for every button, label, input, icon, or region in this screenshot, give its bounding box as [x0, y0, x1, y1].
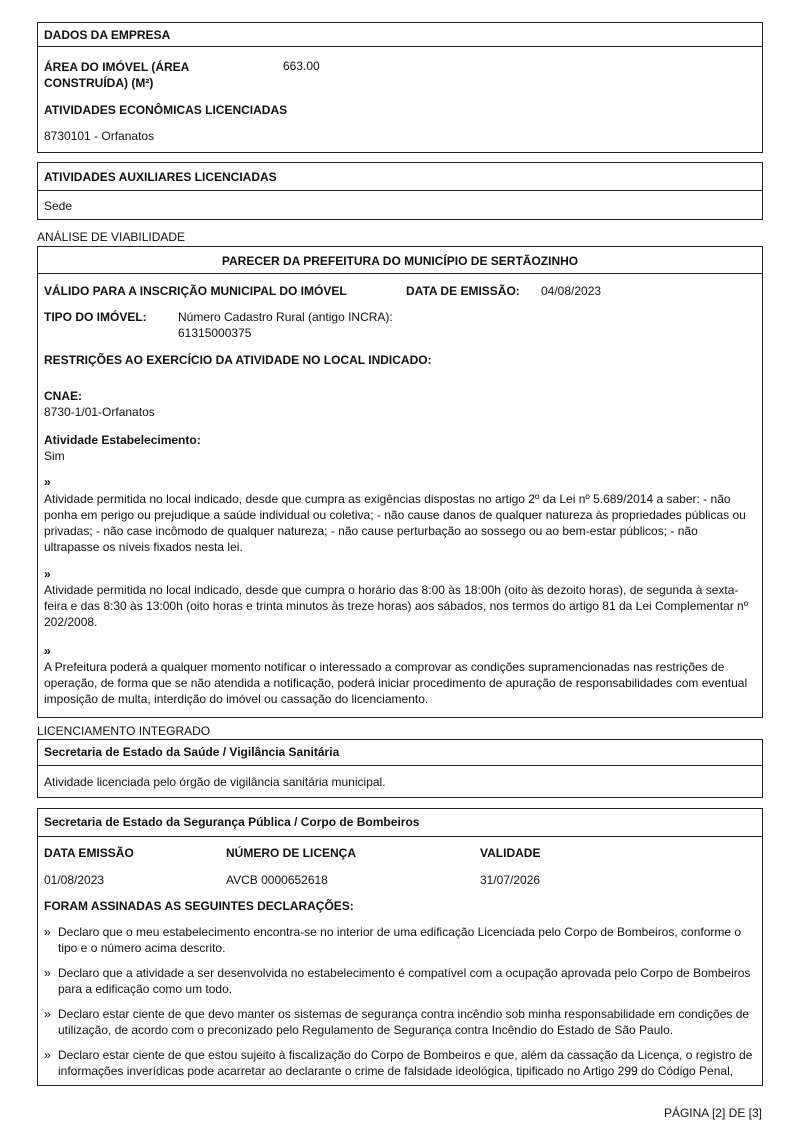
auxiliares-value: Sede	[44, 199, 73, 213]
data-emissao-value: 04/08/2023	[541, 284, 602, 298]
chevron-icon: »	[44, 966, 51, 980]
col-data-emissao: DATA EMISSÃO	[44, 846, 134, 860]
area-value: 663.00	[283, 59, 320, 73]
area-label: ÁREA DO IMÓVEL (ÁREA CONSTRUÍDA) (M²)	[44, 60, 189, 90]
declaracoes-list	[44, 924, 756, 1087]
tipo-value-line1: Número Cadastro Rural (antigo INCRA):	[178, 310, 393, 324]
declaracao-1: Declaro que o meu estabelecimento encontra-se no interior de uma edificação Licenciada pelo Corpo de Bombeiros, conforme o tipo e o número acima descrito.	[58, 925, 742, 955]
paragraph-1: Atividade permitida no local indicado, desde que cumpra as exigências dispostas no artigo 2º da Lei nº 5.689/2014 a saber: - não ponha em perigo ou prejudique a saúde individual ou coletiva; - não cause danos de qualquer natureza às propriedades públicas ou privadas; - não case incômodo de qualquer natureza; - não cause perturbação ao sossego ou ao bem-estar públicos; - não ultrapasse os níveis fixados nesta lei.	[44, 492, 746, 554]
declaracao-2: Declaro que a atividade a ser desenvolvida no estabelecimento é compatível com a ocupação aprovada pelo Corpo de Bombeiros para a edificação como um todo.	[58, 966, 751, 996]
declaracao-3: Declaro estar ciente de que devo manter os sistemas de segurança contra incêndio sob minha responsabilidade em condições de utilização, de acordo com o preconizado pelo Regulamento de Segurança contra Incêndio do Estado de São Paulo.	[58, 1007, 750, 1037]
list-item	[44, 1047, 756, 1079]
list-item	[44, 1006, 756, 1038]
chevron-icon: »	[44, 475, 51, 489]
empresa-header: DADOS DA EMPRESA	[38, 23, 762, 47]
list-item	[44, 924, 756, 956]
estab-label: Atividade Estabelecimento:	[44, 433, 201, 447]
declaracoes-label: FORAM ASSINADAS AS SEGUINTES DECLARAÇÕES:	[44, 899, 354, 913]
list-item	[44, 965, 756, 997]
restricoes-label: RESTRIÇÕES AO EXERCÍCIO DA ATIVIDADE NO LOCAL INDICADO:	[44, 353, 432, 367]
page-number: PÁGINA [2] DE [3]	[663, 1106, 762, 1120]
saude-header: Secretaria de Estado da Saúde / Vigilância Sanitária	[38, 740, 762, 766]
chevron-icon: »	[44, 567, 51, 581]
col-numero-licenca: NÚMERO DE LICENÇA	[226, 846, 357, 860]
saude-value: Atividade licenciada pelo órgão de vigilância sanitária municipal.	[44, 775, 386, 789]
chevron-icon: »	[44, 925, 51, 939]
chevron-icon: »	[44, 644, 51, 658]
chevron-icon: »	[44, 1048, 51, 1062]
estab-value: Sim	[44, 449, 65, 463]
data-emissao-cell: 01/08/2023	[44, 873, 105, 887]
chevron-icon: »	[44, 1007, 51, 1021]
validade-cell: 31/07/2026	[480, 873, 541, 887]
data-emissao-label: DATA DE EMISSÃO:	[406, 284, 520, 298]
declaracao-4: Declaro estar ciente de que estou sujeito à fiscalização do Corpo de Bombeiros e que, além da cassação da Licença, o registro de informações inverídicas pode acarretar ao declarante o crime de falsidade ideológica, tipificado no Artigo 299 do Código Penal,	[58, 1048, 753, 1078]
col-validade: VALIDADE	[480, 846, 541, 860]
numero-licenca-cell: AVCB 0000652618	[226, 873, 328, 887]
atividades-label: ATIVIDADES ECONÔMICAS LICENCIADAS	[44, 103, 288, 117]
valido-label: VÁLIDO PARA A INSCRIÇÃO MUNICIPAL DO IMÓVEL	[44, 284, 347, 298]
parecer-box	[37, 246, 763, 718]
empresa-box	[37, 22, 763, 153]
licenciamento-section-label: LICENCIAMENTO INTEGRADO	[37, 724, 211, 738]
parecer-header: PARECER DA PREFEITURA DO MUNICÍPIO DE SERTÃOZINHO	[38, 247, 762, 274]
atividades-value: 8730101 - Orfanatos	[44, 129, 155, 143]
saude-box	[37, 739, 763, 798]
tipo-value-line2: 61315000375	[178, 326, 252, 340]
viabilidade-section-label: ANÁLISE DE VIABILIDADE	[37, 230, 186, 244]
auxiliares-header: ATIVIDADES AUXILIARES LICENCIADAS	[38, 163, 762, 191]
paragraph-2: Atividade permitida no local indicado, desde que cumpra o horário das 8:00 às 18:00h (oito às dezoito horas), de segunda à sexta-feira e das 8:30 às 13:00h (oito horas e trinta minutos às treze horas) aos sábados, nos termos do artigo 81 da Lei Complementar nº 202/2008.	[44, 583, 749, 629]
cnae-value: 8730-1/01-Orfanatos	[44, 405, 155, 419]
paragraph-3: A Prefeitura poderá a qualquer momento notificar o interessado a comprovar as condições supramencionadas nas restrições de operação, de forma que se não atendida a notificação, poderá iniciar procedimento de apuração de responsabilidades com eventual imposição de multa, interdição do imóvel ou cassação do licenciamento.	[44, 660, 748, 706]
bombeiros-header: Secretaria de Estado da Segurança Pública / Corpo de Bombeiros	[38, 809, 762, 837]
auxiliares-box	[37, 162, 763, 220]
cnae-label: CNAE:	[44, 389, 82, 403]
tipo-label: TIPO DO IMÓVEL:	[44, 310, 147, 324]
bombeiros-box	[37, 808, 763, 1086]
